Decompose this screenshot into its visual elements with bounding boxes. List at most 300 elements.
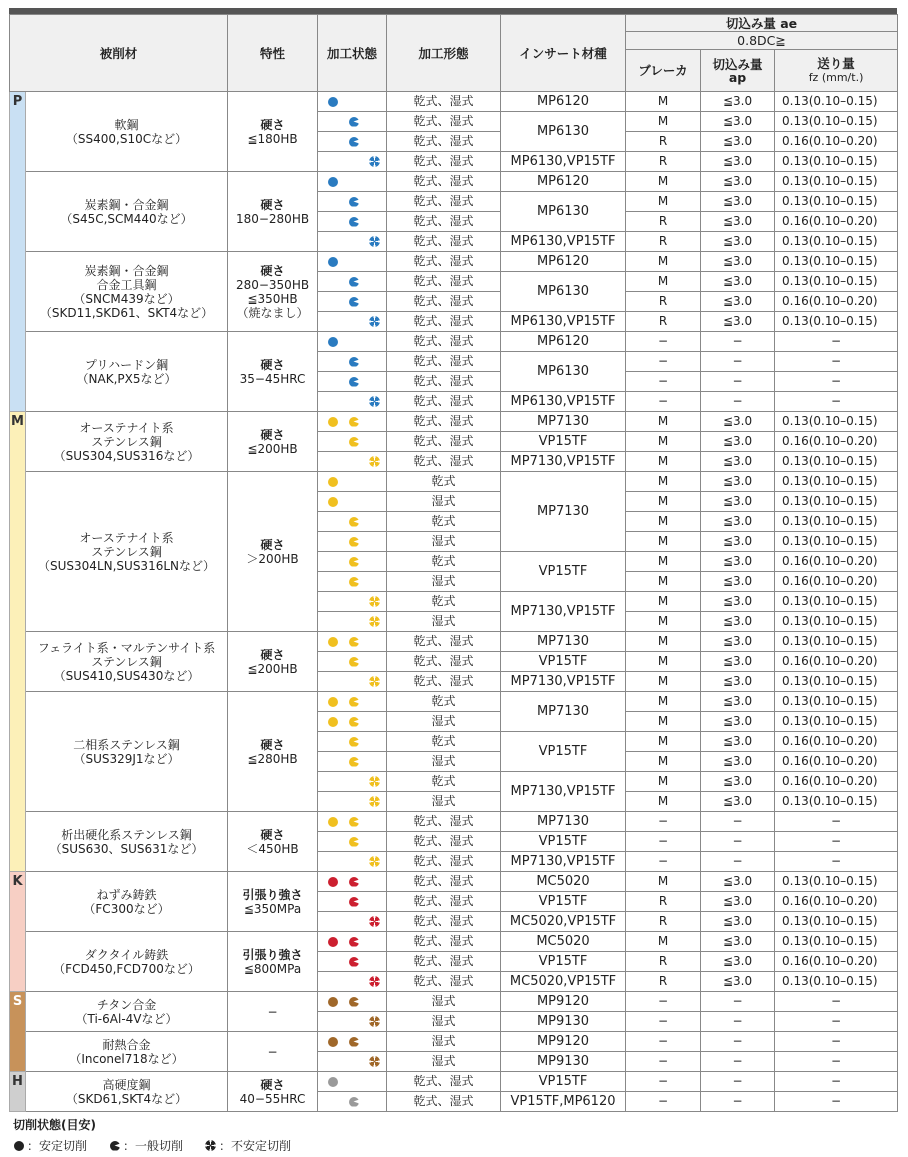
grade-cell: MC5020,VP15TF [501,972,626,992]
general-cutting-icon [349,817,359,827]
material-line: （SNCM439など） [73,291,180,306]
ap-cell: − [701,832,775,852]
breaker-cell: R [626,152,701,172]
form-cell: 湿式 [387,1052,501,1072]
state-cell [318,152,387,172]
material-line: （NAK,PX5など） [76,371,177,386]
general-cutting-icon [349,657,359,667]
ap-cell: ≦3.0 [701,752,775,772]
fz-cell: 0.13(0.10–0.15) [775,412,898,432]
state-cell [318,92,387,112]
state-cell [318,612,387,632]
property-label: 硬さ [260,427,285,442]
breaker-cell: − [626,372,701,392]
fz-cell: − [775,1032,898,1052]
material-line: ステンレス鋼 [91,434,162,449]
fz-cell: − [775,392,898,412]
ap-cell: − [701,1012,775,1032]
ap-cell: ≦3.0 [701,632,775,652]
material-cell [26,872,228,932]
grade-cell: MP6130 [501,352,626,392]
material-line: 軟鋼 [114,117,139,132]
form-cell: 乾式、湿式 [387,272,501,292]
unstable-cutting-icon [369,596,380,607]
general-cutting-icon [349,537,359,547]
state-cell [318,292,387,312]
property-cell [228,412,318,472]
table-row [10,92,898,112]
fz-cell: 0.13(0.10–0.15) [775,492,898,512]
header-fz: 送り量 fz (mm/t.) [775,50,898,92]
ap-cell: ≦3.0 [701,672,775,692]
breaker-cell: R [626,912,701,932]
grade-cell: MP6130 [501,272,626,312]
grade-cell: MP7130 [501,812,626,832]
unstable-cutting-icon [369,156,380,167]
legend-general: ：一般切削 [109,1137,183,1154]
fz-cell: 0.13(0.10–0.15) [775,932,898,952]
state-cell [318,972,387,992]
material-line: （SKD61,SKT4など） [65,1091,188,1106]
breaker-cell: M [626,792,701,812]
state-cell [318,372,387,392]
form-cell: 乾式 [387,592,501,612]
ap-cell: ≦3.0 [701,932,775,952]
breaker-cell: − [626,332,701,352]
table-row [10,172,898,192]
state-cell [318,192,387,212]
state-cell [318,452,387,472]
property-value: ≦800MPa [243,961,302,976]
general-cutting-icon [349,117,359,127]
fz-cell: 0.13(0.10–0.15) [775,92,898,112]
grade-cell: MC5020 [501,932,626,952]
material-line: オーステナイト系 [79,530,174,545]
ap-cell: ≦3.0 [701,512,775,532]
property-label: − [267,1044,278,1059]
stable-cutting-icon [328,717,338,727]
state-cell [318,852,387,872]
fz-cell: − [775,992,898,1012]
fz-cell: 0.16(0.10–0.20) [775,772,898,792]
state-cell [318,412,387,432]
form-cell: 乾式、湿式 [387,372,501,392]
general-cutting-icon [349,517,359,527]
breaker-cell: − [626,1032,701,1052]
material-line: 高硬度鋼 [102,1077,151,1092]
grade-cell: VP15TF [501,892,626,912]
grade-cell: MP6120 [501,252,626,272]
stable-cutting-icon [328,257,338,267]
ap-cell: ≦3.0 [701,972,775,992]
grade-cell: MP7130,VP15TF [501,852,626,872]
breaker-cell: M [626,932,701,952]
material-line: フェライト系・マルテンサイト系 [37,640,216,655]
ap-cell: ≦3.0 [701,732,775,752]
grade-cell: VP15TF [501,832,626,852]
grade-cell: MP9120 [501,992,626,1012]
unstable-cutting-icon [369,856,380,867]
grade-cell: MP7130,VP15TF [501,672,626,692]
form-cell: 湿式 [387,792,501,812]
property-cell [228,812,318,872]
fz-cell: 0.13(0.10–0.15) [775,472,898,492]
grade-cell: MP9120 [501,1032,626,1052]
property-label: 硬さ [260,1077,285,1092]
form-cell: 乾式、湿式 [387,232,501,252]
breaker-cell: M [626,772,701,792]
property-label: 硬さ [260,197,285,212]
grade-cell: MP9130 [501,1052,626,1072]
property-label: 硬さ [260,117,285,132]
table-row [10,1072,898,1092]
breaker-cell: M [626,412,701,432]
ap-cell: ≦3.0 [701,572,775,592]
state-cell [318,472,387,492]
property-label: 硬さ [260,827,285,842]
stable-cutting-icon [328,1037,338,1047]
form-cell: 乾式 [387,692,501,712]
general-cutting-icon [349,697,359,707]
ap-cell: − [701,1072,775,1092]
property-cell [228,932,318,992]
ap-cell: − [701,1092,775,1112]
property-cell [228,872,318,932]
table-row [10,632,898,652]
state-cell [318,352,387,372]
ap-cell: ≦3.0 [701,212,775,232]
fz-cell: 0.13(0.10–0.15) [775,612,898,632]
form-cell: 湿式 [387,752,501,772]
grade-cell: MP6120 [501,92,626,112]
unstable-cutting-icon [369,676,380,687]
breaker-cell: M [626,492,701,512]
state-cell [318,992,387,1012]
breaker-cell: M [626,472,701,492]
header-property: 特性 [228,15,318,92]
material-line: （Ti-6Al-4Vなど） [75,1011,178,1026]
form-cell: 乾式、湿式 [387,352,501,372]
table-row [10,992,898,1012]
material-line: （FC300など） [83,901,170,916]
grade-cell: MP6130,VP15TF [501,232,626,252]
fz-cell: 0.13(0.10–0.15) [775,512,898,532]
general-cutting-icon [349,437,359,447]
fz-cell: 0.13(0.10–0.15) [775,232,898,252]
general-cutting-icon [349,757,359,767]
state-cell [318,712,387,732]
form-cell: 乾式 [387,732,501,752]
stable-cutting-icon [328,877,338,887]
form-cell: 乾式、湿式 [387,632,501,652]
ap-cell: ≦3.0 [701,252,775,272]
fz-cell: 0.13(0.10–0.15) [775,672,898,692]
ap-cell: ≦3.0 [701,472,775,492]
ap-cell: ≦3.0 [701,552,775,572]
stable-cutting-icon [328,817,338,827]
general-cutting-icon [349,217,359,227]
unstable-cutting-icon [369,456,380,467]
form-cell: 乾式、湿式 [387,112,501,132]
form-cell: 乾式、湿式 [387,452,501,472]
breaker-cell: M [626,572,701,592]
header-form: 加工形態 [387,15,501,92]
grade-cell: MP7130 [501,632,626,652]
material-line: （SUS410,SUS430など） [53,668,200,683]
form-cell: 乾式 [387,512,501,532]
property-label: 引張り強さ [242,887,303,902]
category-band-H: H [10,1072,26,1112]
material-line: オーステナイト系 [79,420,174,435]
table-row [10,412,898,432]
grade-cell: VP15TF [501,952,626,972]
fz-cell: − [775,812,898,832]
breaker-cell: M [626,172,701,192]
property-value: ≦350MPa [243,901,302,916]
ap-cell: ≦3.0 [701,872,775,892]
general-cutting-icon [349,937,359,947]
fz-cell: 0.16(0.10–0.20) [775,752,898,772]
ap-cell: ≦3.0 [701,132,775,152]
stable-cutting-icon [328,177,338,187]
breaker-cell: M [626,112,701,132]
ap-cell: ≦3.0 [701,952,775,972]
grade-cell: MP6130,VP15TF [501,312,626,332]
general-cutting-icon [349,897,359,907]
stable-cutting-icon [328,997,338,1007]
state-cell [318,392,387,412]
stable-cutting-icon [328,477,338,487]
unstable-cutting-icon [205,1140,216,1151]
table-row [10,872,898,892]
ap-cell: ≦3.0 [701,272,775,292]
general-cutting-icon [349,1037,359,1047]
material-cell [26,472,228,632]
grade-cell: VP15TF [501,1072,626,1092]
grade-cell: MP7130,VP15TF [501,592,626,632]
property-cell [228,632,318,692]
breaker-cell: − [626,1092,701,1112]
material-line: 耐熱合金 [102,1037,151,1052]
breaker-cell: M [626,452,701,472]
general-cutting-icon [349,557,359,567]
property-cell [228,252,318,332]
fz-cell: 0.13(0.10–0.15) [775,712,898,732]
material-line: 炭素鋼・合金鋼 [84,263,169,278]
breaker-cell: M [626,532,701,552]
form-cell: 乾式、湿式 [387,812,501,832]
ap-cell: ≦3.0 [701,432,775,452]
fz-cell: − [775,372,898,392]
ap-cell: − [701,1052,775,1072]
state-cell [318,692,387,712]
property-cell [228,472,318,632]
form-cell: 乾式 [387,552,501,572]
form-cell: 乾式、湿式 [387,952,501,972]
property-label: − [267,1004,278,1019]
fz-cell: 0.16(0.10–0.20) [775,552,898,572]
form-cell: 乾式、湿式 [387,932,501,952]
material-cell [26,632,228,692]
header-material: 被削材 [10,15,228,92]
fz-cell: 0.13(0.10–0.15) [775,532,898,552]
form-cell: 乾式、湿式 [387,852,501,872]
property-value: 280−350HB [235,277,310,292]
material-line: プリハードン鋼 [84,357,169,372]
breaker-cell: M [626,592,701,612]
property-label: 硬さ [260,537,285,552]
fz-cell: 0.13(0.10–0.15) [775,692,898,712]
material-line: 析出硬化系ステンレス鋼 [61,827,192,842]
state-cell [318,1052,387,1072]
fz-cell: 0.16(0.10–0.20) [775,212,898,232]
form-cell: 乾式、湿式 [387,432,501,452]
form-cell: 乾式、湿式 [387,1092,501,1112]
general-cutting-icon [349,997,359,1007]
material-cell [26,812,228,872]
material-line: チタン合金 [96,997,157,1012]
material-line: 炭素鋼・合金鋼 [84,197,169,212]
state-cell [318,832,387,852]
general-cutting-icon [349,577,359,587]
form-cell: 湿式 [387,1032,501,1052]
fz-cell: − [775,832,898,852]
breaker-cell: − [626,992,701,1012]
grade-cell: MP7130,VP15TF [501,452,626,472]
breaker-cell: M [626,652,701,672]
state-cell [318,672,387,692]
fz-cell: 0.13(0.10–0.15) [775,192,898,212]
state-cell [318,872,387,892]
fz-cell: 0.13(0.10–0.15) [775,272,898,292]
state-cell [318,1072,387,1092]
property-value: ≦180HB [247,131,298,146]
general-cutting-icon [349,737,359,747]
ap-cell: ≦3.0 [701,92,775,112]
fz-cell: 0.13(0.10–0.15) [775,792,898,812]
state-cell [318,952,387,972]
breaker-cell: − [626,832,701,852]
stable-cutting-icon [328,337,338,347]
grade-cell: MP6120 [501,172,626,192]
form-cell: 乾式、湿式 [387,332,501,352]
material-cell [26,92,228,172]
state-cell [318,212,387,232]
state-cell [318,772,387,792]
stable-cutting-icon [328,697,338,707]
form-cell: 乾式 [387,472,501,492]
state-cell [318,492,387,512]
form-cell: 乾式、湿式 [387,672,501,692]
ap-cell: − [701,352,775,372]
header-cut: 切込み量 ae [626,15,898,32]
fz-cell: 0.16(0.10–0.20) [775,572,898,592]
table-row [10,332,898,352]
breaker-cell: M [626,192,701,212]
general-cutting-icon [349,837,359,847]
form-cell: 湿式 [387,572,501,592]
form-cell: 乾式、湿式 [387,292,501,312]
table-row [10,1032,898,1052]
property-label: 硬さ [260,263,285,278]
form-cell: 乾式、湿式 [387,132,501,152]
property-label: 硬さ [260,357,285,372]
fz-cell: 0.13(0.10–0.15) [775,912,898,932]
state-cell [318,892,387,912]
form-cell: 湿式 [387,1012,501,1032]
grade-cell: MP6130 [501,192,626,232]
header-breaker: ブレーカ [626,50,701,92]
form-cell: 乾式、湿式 [387,912,501,932]
stable-cutting-icon [328,497,338,507]
grade-cell: VP15TF [501,552,626,592]
breaker-cell: M [626,872,701,892]
fz-cell: 0.13(0.10–0.15) [775,972,898,992]
breaker-cell: M [626,252,701,272]
property-value: ≦280HB [247,751,298,766]
fz-cell: − [775,1052,898,1072]
form-cell: 乾式、湿式 [387,152,501,172]
breaker-cell: R [626,232,701,252]
material-cell [26,252,228,332]
fz-cell: 0.16(0.10–0.20) [775,952,898,972]
material-cell [26,1072,228,1112]
ap-cell: − [701,392,775,412]
state-cell [318,812,387,832]
ap-cell: ≦3.0 [701,792,775,812]
general-cutting-icon [349,717,359,727]
breaker-cell: R [626,952,701,972]
category-band-K: K [10,872,26,992]
legend-unstable: ：不安定切削 [205,1137,291,1154]
form-cell: 湿式 [387,712,501,732]
breaker-cell: R [626,892,701,912]
breaker-cell: M [626,752,701,772]
ap-cell: ≦3.0 [701,612,775,632]
state-cell [318,132,387,152]
form-cell: 乾式、湿式 [387,832,501,852]
unstable-cutting-icon [369,1056,380,1067]
general-cutting-icon [349,1097,359,1107]
state-cell [318,532,387,552]
header-grade: インサート材種 [501,15,626,92]
form-cell: 乾式、湿式 [387,872,501,892]
property-value: 40−55HRC [239,1091,306,1106]
header-state: 加工状態 [318,15,387,92]
general-cutting-icon [349,297,359,307]
property-value: （焼なまし） [236,305,309,320]
form-cell: 湿式 [387,992,501,1012]
fz-cell: 0.13(0.10–0.15) [775,452,898,472]
form-cell: 湿式 [387,492,501,512]
grade-cell: MP6130,VP15TF [501,152,626,172]
material-line: 二相系ステンレス鋼 [73,737,180,752]
general-cutting-icon [349,377,359,387]
general-cutting-icon [349,417,359,427]
ap-cell: ≦3.0 [701,192,775,212]
grade-cell: MP7130,VP15TF [501,772,626,812]
form-cell: 乾式、湿式 [387,652,501,672]
general-cutting-icon [349,357,359,367]
fz-cell: − [775,852,898,872]
unstable-cutting-icon [369,796,380,807]
unstable-cutting-icon [369,1016,380,1027]
ap-cell: − [701,812,775,832]
form-cell: 乾式、湿式 [387,312,501,332]
grade-cell: MP6130,VP15TF [501,392,626,412]
state-cell [318,1032,387,1052]
header-dc: 0.8DC≧ [626,32,898,50]
